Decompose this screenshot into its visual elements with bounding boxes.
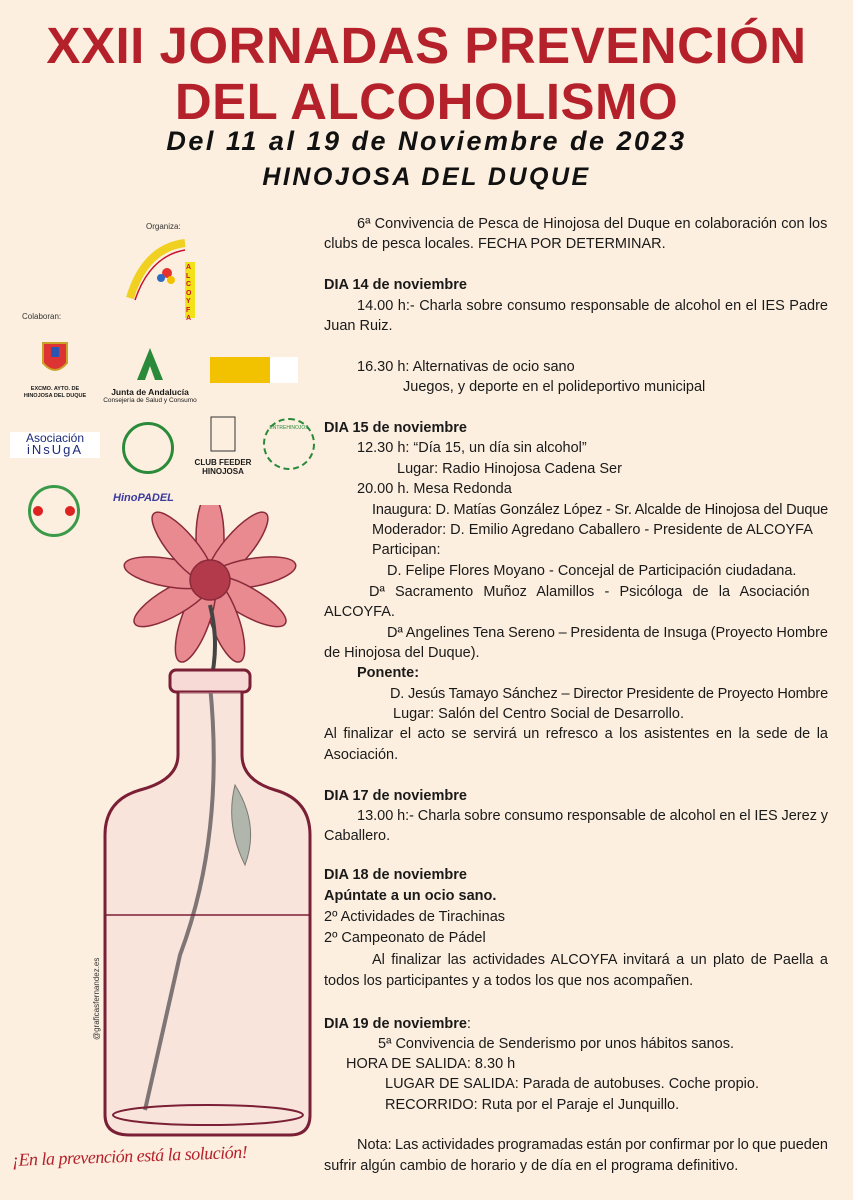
program-line: LUGAR DE SALIDA: Parada de autobuses. Coche propio. <box>385 1076 759 1092</box>
program-line: ALCOYFA. <box>324 604 395 620</box>
day-heading-19 <box>324 1015 471 1033</box>
slogan: ¡En la prevención está la solución! <box>11 1141 248 1170</box>
day-heading-14: DIA 14 de noviembre <box>324 277 467 293</box>
note-line: sufrir algún cambio de horario y de día en el programa definitivo. <box>324 1158 739 1174</box>
program-line: Al finalizar el acto se servirá un refresco a los asistentes en la sede de la <box>324 726 828 742</box>
program-line: RECORRIDO: Ruta por el Paraje el Junquillo. <box>385 1097 680 1113</box>
junta-text: Junta de Andalucía <box>111 387 189 397</box>
club-feeder-text: CLUB FEEDER HINOJOSA <box>194 458 252 476</box>
insuga-text-1: Asociación <box>25 431 85 445</box>
colaboran-label: Colaboran: <box>22 312 62 321</box>
program-line: Apúntate a un ocio sano. <box>324 888 497 904</box>
day-heading-18: DIA 18 de noviembre <box>324 867 467 883</box>
program-line: 2º Campeonato de Pádel <box>324 930 486 946</box>
program-line: Juegos, y deporte en el polideportivo municipal <box>403 379 706 395</box>
program-line: de Hinojosa del Duque). <box>324 645 480 661</box>
title-line-2: DEL ALCOHOLISMO <box>174 73 679 130</box>
program-line: Lugar: Salón del Centro Social de Desarrollo. <box>393 706 684 722</box>
program-line: Dª Sacramento Muñoz Alamillos - Psicóloga de la Asociación <box>369 584 810 600</box>
program-line: D. Jesús Tamayo Sánchez – Director Presidente de Proyecto Hombre <box>390 686 828 702</box>
event-dates: Del 11 al 19 de Noviembre de 2023 <box>166 126 687 156</box>
club-feeder-logo <box>192 415 254 476</box>
program-line: Participan: <box>372 542 441 558</box>
program-line: 6ª Convivencia de Pesca de Hinojosa del Duque en colaboración con los <box>357 216 828 232</box>
day-heading-19-text: DIA 19 de noviembre <box>324 1016 467 1032</box>
program-line: HORA DE SALIDA: 8.30 h <box>346 1056 516 1072</box>
program-line: Caballero. <box>324 828 391 844</box>
title-line-1: XXII JORNADAS PREVENCIÓN <box>46 17 807 74</box>
program-line: 14.00 h:- Charla sobre consumo responsable de alcohol en el IES Padre <box>357 298 828 314</box>
program-line: todos los participantes y a todos los que nos acompañen. <box>324 973 694 989</box>
program-line: Juan Ruiz. <box>324 318 393 334</box>
program-line: 13.00 h:- Charla sobre consumo responsable de alcohol en el IES Jerez y <box>357 808 828 824</box>
program-line: Al finalizar las actividades ALCOYFA invitará a un plato de Paella a <box>372 952 828 968</box>
program-line: Asociación. <box>324 747 399 763</box>
junta-sub: Consejería de Salud y Consumo <box>103 397 197 404</box>
day-heading-15: DIA 15 de noviembre <box>324 420 467 436</box>
hinopadel-logo: HinoPADEL <box>113 492 174 504</box>
club-pesca-logo <box>122 422 174 474</box>
ponente-label: Ponente: <box>357 665 420 681</box>
ministerio-logo <box>210 357 298 383</box>
bottle-icon <box>105 670 310 1135</box>
program-line: 2º Actividades de Tirachinas <box>324 909 506 925</box>
flower-bottle-illustration <box>60 505 320 1155</box>
program-line: Dª Angelines Tena Sereno – Presidenta de Insuga (Proyecto Hombre <box>387 625 828 641</box>
junta-logo <box>100 348 200 404</box>
organiza-label: Organiza: <box>146 222 181 231</box>
program-line: D. Felipe Flores Moyano - Concejal de Participación ciudadana. <box>387 563 797 579</box>
ayto-text: EXCMO. AYTO. DE HINOJOSA DEL DUQUE <box>23 386 87 399</box>
alcoyfa-text: ALCOYFA <box>186 264 192 322</box>
program-line: 16.30 h: Alternativas de ocio sano <box>357 359 575 375</box>
ayto-logo <box>22 333 88 403</box>
entrehinojos-logo: ENTREHINOJOS <box>263 418 315 470</box>
alcoyfa-logo <box>125 238 200 320</box>
day-heading-19-colon: : <box>466 1016 471 1032</box>
program-line: Inaugura: D. Matías González López - Sr. Alcalde de Hinojosa del Duque <box>372 502 828 518</box>
event-place: HINOJOSA DEL DUQUE <box>262 163 591 191</box>
note-line: Nota: Las actividades programadas están por confirmar por lo que pueden <box>357 1137 828 1153</box>
program-line: 5ª Convivencia de Senderismo por unos hábitos sanos. <box>378 1036 734 1052</box>
program-line: 20.00 h. Mesa Redonda <box>357 481 512 497</box>
program-line: 12.30 h: “Día 15, un día sin alcohol” <box>357 440 587 456</box>
program-line: Lugar: Radio Hinojosa Cadena Ser <box>397 461 622 477</box>
program-line: Moderador: D. Emilio Agredano Caballero - Presidente de ALCOYFA <box>372 522 813 538</box>
insuga-logo <box>10 432 100 458</box>
program-line: clubs de pesca locales. FECHA POR DETERMINAR. <box>324 236 666 252</box>
insuga-text-2: iNsUgA <box>26 442 84 457</box>
credit-text: @graficasfernandez.es <box>92 957 101 1040</box>
day-heading-17: DIA 17 de noviembre <box>324 788 467 804</box>
